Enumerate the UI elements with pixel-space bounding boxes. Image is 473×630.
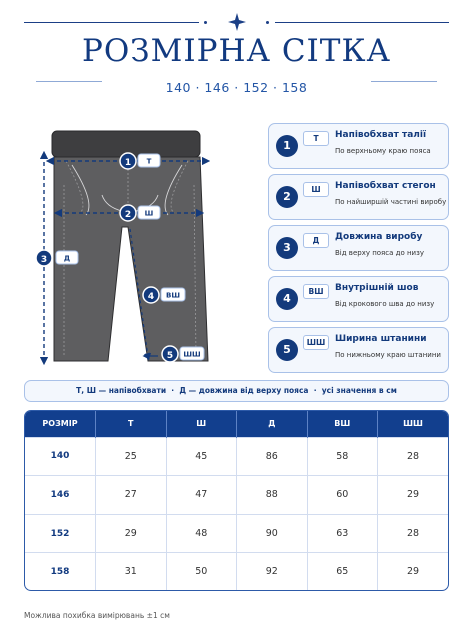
- size-range: 140 · 146 · 152 · 158: [165, 80, 308, 95]
- marker-1-num: 1: [124, 158, 132, 168]
- card-description: Від крокового шва до низу: [335, 300, 435, 308]
- card-description: По верхньому краю пояса: [335, 147, 431, 155]
- size-cell: 158: [25, 553, 96, 590]
- card-title: Довжина виробу: [335, 232, 423, 242]
- table-cell: 45: [166, 437, 237, 476]
- measurement-card-leg-width: [268, 327, 449, 373]
- table-cell: 29: [96, 514, 167, 553]
- table-cell: 86: [237, 437, 308, 476]
- table-cell: 31: [96, 553, 167, 590]
- table-row: [25, 553, 448, 590]
- marker-4-tag: ВШ: [166, 291, 180, 300]
- table-cell: 88: [237, 476, 308, 515]
- card-tag: Ш: [303, 182, 329, 197]
- card-tag: ШШ: [303, 335, 329, 350]
- star-icon: [228, 13, 246, 31]
- page-title: РОЗМІРНА СІТКА: [82, 33, 391, 69]
- card-title: Напівобхват талії: [335, 130, 427, 140]
- card-description: Від верху пояса до низу: [335, 249, 424, 257]
- card-tag: Д: [303, 233, 329, 248]
- size-cell: 152: [25, 514, 96, 553]
- column-header: ШШ: [378, 411, 449, 437]
- legend-bar: Т, Ш — напівобхвати · Д — довжина від верху пояса · усі значення в см: [24, 380, 449, 402]
- ornament-dot-left: [204, 21, 207, 24]
- ornament-dot-right: [266, 21, 269, 24]
- table-row: [25, 437, 448, 476]
- size-cell: 140: [25, 437, 96, 476]
- marker-2-num: 2: [124, 210, 132, 220]
- measurement-card-inseam: [268, 276, 449, 322]
- table-cell: 29: [378, 476, 449, 515]
- marker-2-tag: Ш: [144, 209, 154, 218]
- marker-5-num: 5: [166, 351, 174, 361]
- table-cell: 65: [307, 553, 378, 590]
- top-rule-right: [275, 22, 449, 23]
- card-title: Внутрішній шов: [335, 283, 419, 293]
- table-cell: 90: [237, 514, 308, 553]
- marker-3-tag: Д: [63, 254, 71, 263]
- table-header-row: [25, 411, 448, 437]
- table-row: [25, 476, 448, 515]
- table-cell: 47: [166, 476, 237, 515]
- table-cell: 25: [96, 437, 167, 476]
- marker-1-tag: Т: [146, 157, 152, 166]
- marker-3-num: 3: [40, 255, 48, 265]
- measurement-cards: [268, 123, 449, 378]
- card-number: 3: [276, 237, 298, 259]
- table-cell: 63: [307, 514, 378, 553]
- pants-diagram: [30, 125, 245, 375]
- column-header: Ш: [166, 411, 237, 437]
- table-cell: 29: [378, 553, 449, 590]
- top-rule-left: [24, 22, 199, 23]
- table-cell: 28: [378, 514, 449, 553]
- measurement-card-length: [268, 225, 449, 271]
- size-cell: 146: [25, 476, 96, 515]
- column-header: Т: [96, 411, 167, 437]
- table-cell: 50: [166, 553, 237, 590]
- measurement-card-waist: [268, 123, 449, 169]
- subtitle-rule-right: [371, 81, 437, 82]
- table-cell: 92: [237, 553, 308, 590]
- table-row: [25, 514, 448, 553]
- card-title: Напівобхват стегон: [335, 181, 436, 191]
- marker-5-tag: ШШ: [183, 350, 201, 359]
- size-table: [24, 410, 449, 591]
- card-tag: ВШ: [303, 284, 329, 299]
- table-cell: 28: [378, 437, 449, 476]
- table-cell: 60: [307, 476, 378, 515]
- measurement-card-hip: [268, 174, 449, 220]
- card-number: 2: [276, 186, 298, 208]
- card-title: Ширина штанини: [335, 334, 427, 344]
- card-number: 1: [276, 135, 298, 157]
- table-cell: 48: [166, 514, 237, 553]
- card-description: По найширшій частині виробу: [335, 198, 447, 206]
- footnote: Можлива похибка вимірювань ±1 см: [24, 611, 170, 620]
- card-description: По нижньому краю штанини: [335, 351, 441, 359]
- column-header: РОЗМІР: [25, 411, 96, 437]
- card-number: 5: [276, 339, 298, 361]
- table-cell: 27: [96, 476, 167, 515]
- column-header: ВШ: [307, 411, 378, 437]
- column-header: Д: [237, 411, 308, 437]
- table-cell: 58: [307, 437, 378, 476]
- card-number: 4: [276, 288, 298, 310]
- card-tag: Т: [303, 131, 329, 146]
- marker-4-num: 4: [147, 292, 155, 302]
